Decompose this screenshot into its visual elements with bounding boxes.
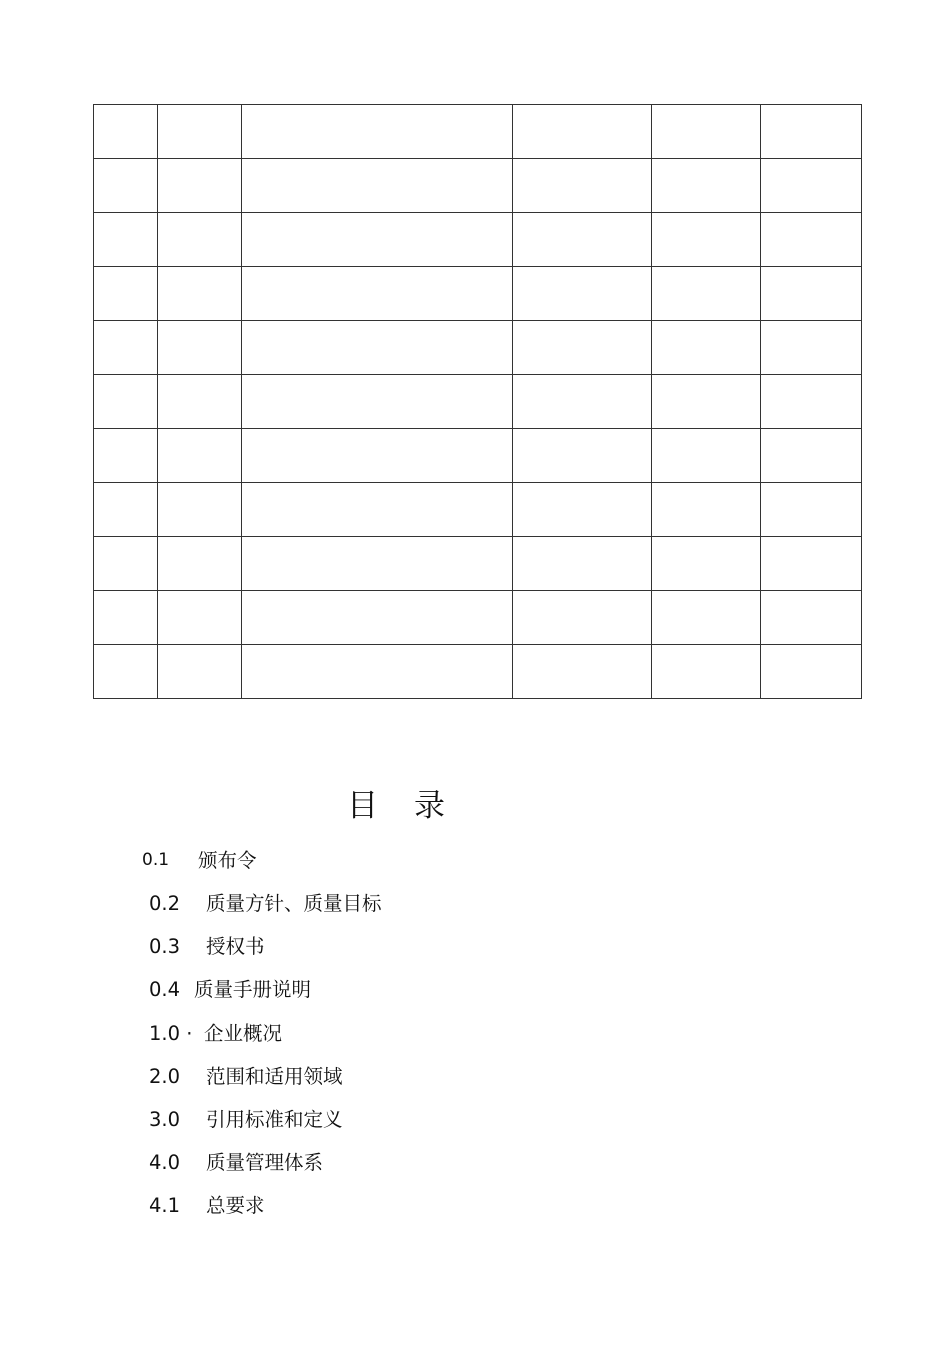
table-cell [94,267,158,321]
table-cell [242,159,513,213]
toc-item-label: 引用标准和定义 [206,1108,343,1131]
table-cell [761,213,862,267]
table-row [94,537,862,591]
table-cell [761,645,862,699]
table-cell [513,537,652,591]
table-cell [652,213,761,267]
table-cell [158,105,242,159]
table-cell [94,159,158,213]
toc-item-label: 质量手册说明 [194,978,312,1001]
table-cell [652,483,761,537]
table-cell [158,645,242,699]
table-cell [94,429,158,483]
table-cell [652,645,761,699]
table-cell [761,591,862,645]
table-cell [652,321,761,375]
table-cell [242,429,513,483]
table-cell [761,105,862,159]
table-cell [242,105,513,159]
table-cell [513,591,652,645]
table-cell [652,159,761,213]
table-cell [94,591,158,645]
table-cell [513,321,652,375]
toc-item-number: 4.0 [149,1151,181,1174]
table-cell [652,375,761,429]
toc-item-label: 企业概况 [204,1022,283,1045]
toc-item-label: 质量管理体系 [206,1151,324,1174]
table-cell [158,375,242,429]
table-cell [94,537,158,591]
table-cell [761,537,862,591]
table-cell [761,375,862,429]
table-cell [761,321,862,375]
table-cell [94,375,158,429]
revision-table [93,104,862,699]
table-cell [158,159,242,213]
table-cell [513,105,652,159]
toc-item-label: 颁布令 [198,849,257,872]
table-cell [761,267,862,321]
table-cell [513,483,652,537]
table-cell [513,429,652,483]
table-row [94,375,862,429]
table-cell [242,591,513,645]
toc-item-number: 0.1 [142,850,170,870]
table-row [94,105,862,159]
table-cell [94,645,158,699]
table-row [94,321,862,375]
toc-item-label: 范围和适用领域 [206,1065,343,1088]
table-cell [513,213,652,267]
table-cell [652,267,761,321]
table-cell [513,267,652,321]
table-cell [513,375,652,429]
table-cell [242,213,513,267]
table-row [94,213,862,267]
table-cell [158,429,242,483]
toc-item-number: 2.0 [149,1065,181,1088]
table-cell [652,537,761,591]
table-cell [158,483,242,537]
table-cell [652,429,761,483]
revision-table-body [94,105,862,699]
table-cell [158,591,242,645]
table-cell [242,321,513,375]
table-row [94,429,862,483]
toc-title: 目录 [347,788,481,824]
toc-item-number: 0.2 [149,892,181,915]
table-cell [94,105,158,159]
toc-item-number: 0.4 [149,978,181,1001]
table-row [94,159,862,213]
table-cell [242,537,513,591]
toc-item-label: 质量方针、质量目标 [206,892,382,915]
toc-item-number: 4.1 [149,1194,181,1217]
table-cell [158,213,242,267]
table-cell [513,645,652,699]
table-cell [242,267,513,321]
toc-item-label: 授权书 [206,935,265,958]
table-cell [242,483,513,537]
table-cell [242,645,513,699]
table-cell [652,105,761,159]
toc-item-number: 3.0 [149,1108,181,1131]
table-row [94,645,862,699]
table-cell [652,591,761,645]
table-cell [94,483,158,537]
table-cell [94,213,158,267]
table-cell [513,159,652,213]
table-cell [158,321,242,375]
table-row [94,591,862,645]
table-cell [761,159,862,213]
table-cell [158,537,242,591]
table-cell [158,267,242,321]
toc-item-number: 1.0 · [149,1022,193,1045]
table-cell [94,321,158,375]
toc-item-number: 0.3 [149,935,181,958]
table-cell [761,429,862,483]
table-cell [242,375,513,429]
toc-item-label: 总要求 [206,1194,265,1217]
table-row [94,267,862,321]
table-cell [761,483,862,537]
table-row [94,483,862,537]
